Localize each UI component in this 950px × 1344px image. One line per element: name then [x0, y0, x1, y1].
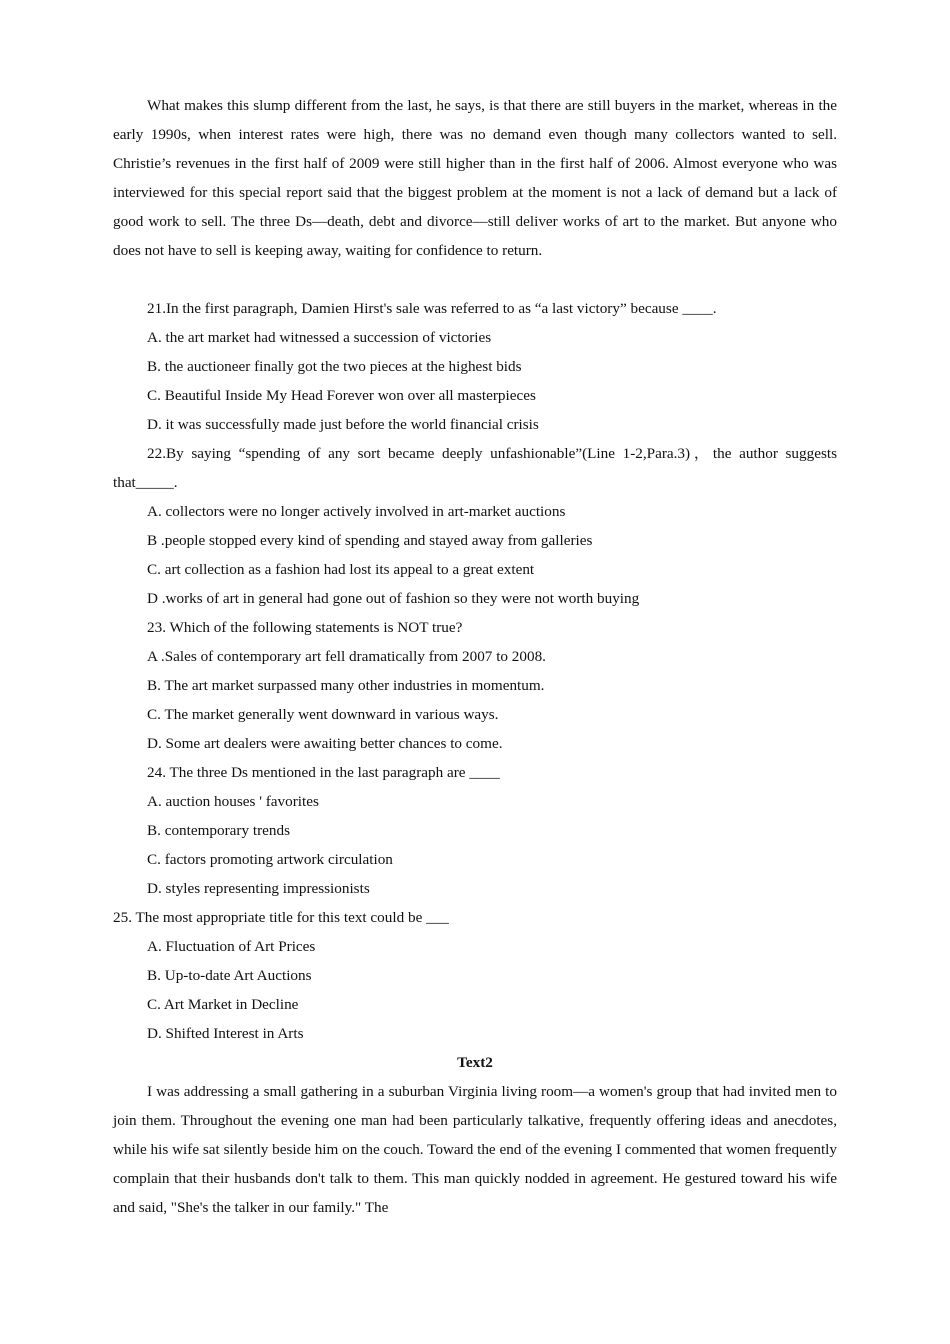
question-23-option-b: B. The art market surpassed many other industries in momentum.: [147, 677, 545, 694]
question-25-option-a: A. Fluctuation of Art Prices: [147, 938, 316, 955]
question-22-option-c: C. art collection as a fashion had lost its appeal to a great extent: [147, 561, 535, 578]
question-24-option-a: A. auction houses ' favorites: [147, 793, 319, 810]
question-24-option-d: D. styles representing impressionists: [147, 880, 370, 897]
passage-paragraph: What makes this slump different from the last, he says, is that there are still buyers in the market, whereas in the early 1990s, when interest rates were high, there was no demand even though many collectors wanted to sell. Christie’s revenues in the first half of 2009 were still higher than in the first half of 2006. Almost everyone who was interviewed for this special report said that the biggest problem at the moment is not a lack of demand but a lack of good work to sell. The three Ds—death, debt and divorce—still deliver works of art to the market. But anyone who does not have to sell is keeping away, waiting for confidence to return.: [113, 97, 837, 259]
question-21-option-b: B. the auctioneer finally got the two pieces at the highest bids: [147, 358, 522, 375]
paragraph-gap: [113, 265, 837, 294]
question-23-option-d: D. Some art dealers were awaiting better chances to come.: [147, 735, 503, 752]
question-23-stem: 23. Which of the following statements is NOT true?: [147, 619, 463, 636]
question-22-option-a: A. collectors were no longer actively involved in art-market auctions: [147, 503, 566, 520]
question-24-option-b: B. contemporary trends: [147, 822, 290, 839]
question-22-stem: 22.By saying “spending of any sort became deeply unfashionable”(Line 1-2,Para.3)，the author suggests that_____.: [113, 445, 837, 491]
question-22-option-b: B .people stopped every kind of spending and stayed away from galleries: [147, 532, 593, 549]
question-25-stem: 25. The most appropriate title for this text could be ___: [113, 909, 449, 926]
question-22-option-d: D .works of art in general had gone out of fashion so they were not worth buying: [147, 590, 640, 607]
text2-paragraph: I was addressing a small gathering in a suburban Virginia living room—a women's group that had invited men to join them. Throughout the evening one man had been particularly talkative, frequently offering ideas and anecdotes, while his wife sat silently beside him on the couch. Toward the end of the evening I commented that women frequently complain that their husbands don't talk to them. This man quickly nodded in agreement. He gestured toward his wife and said, "She's the talker in our family." The: [113, 1083, 837, 1216]
question-21-option-d: D. it was successfully made just before the world financial crisis: [147, 416, 539, 433]
question-24-stem: 24. The three Ds mentioned in the last paragraph are ____: [147, 764, 500, 781]
question-25-option-b: B. Up-to-date Art Auctions: [147, 967, 312, 984]
document-page: [113, 91, 837, 1222]
question-21-stem: 21.In the first paragraph, Damien Hirst's sale was referred to as “a last victory” because ____.: [147, 300, 717, 317]
question-25-option-d: D. Shifted Interest in Arts: [147, 1025, 304, 1042]
question-24-option-c: C. factors promoting artwork circulation: [147, 851, 393, 868]
section-heading: Text2: [457, 1054, 493, 1071]
question-21-option-c: C. Beautiful Inside My Head Forever won over all masterpieces: [147, 387, 536, 404]
question-23-option-c: C. The market generally went downward in various ways.: [147, 706, 499, 723]
question-23-option-a: A .Sales of contemporary art fell dramatically from 2007 to 2008.: [147, 648, 546, 665]
question-25-option-c: C. Art Market in Decline: [147, 996, 299, 1013]
question-21-option-a: A. the art market had witnessed a succession of victories: [147, 329, 492, 346]
